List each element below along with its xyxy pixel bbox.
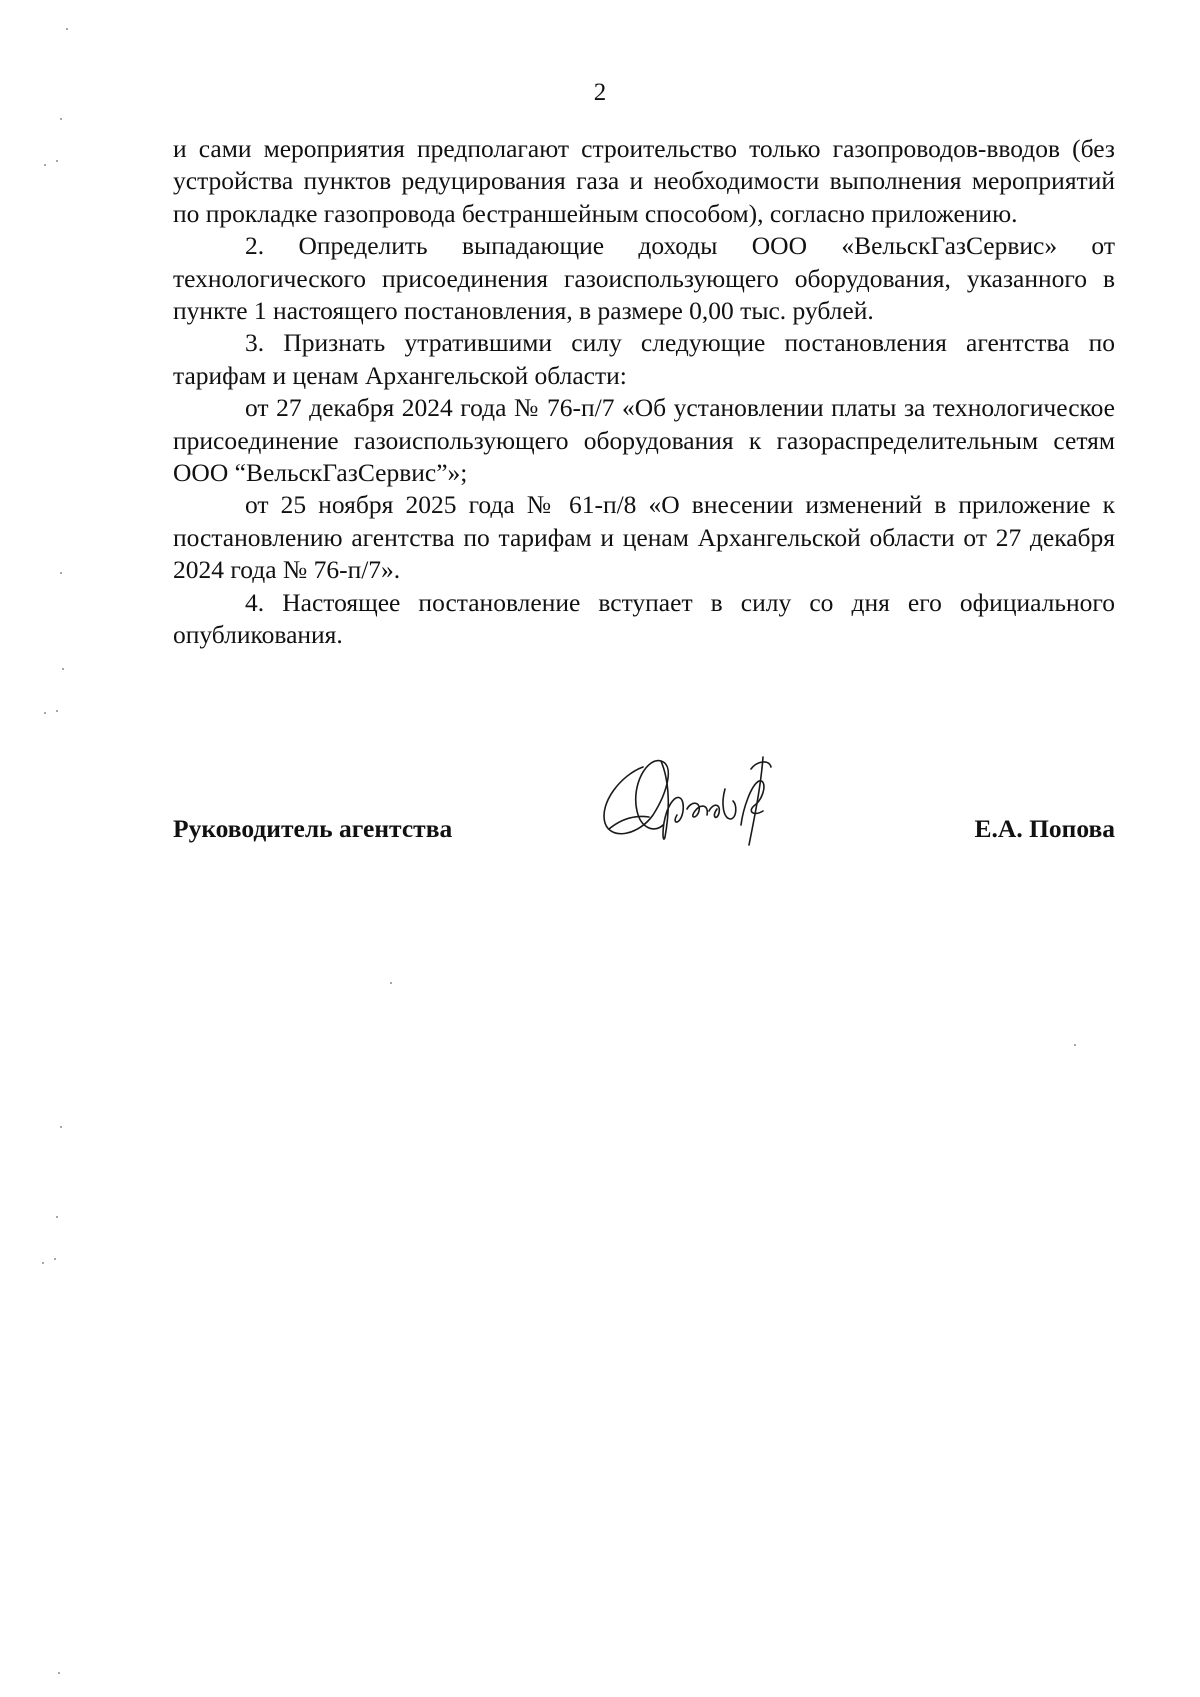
scan-speck bbox=[58, 1672, 60, 1674]
page-number: 2 bbox=[593, 79, 607, 106]
paragraph-item-3: 3. Признать утратившими силу следующие постановления агентства по тарифам и ценам Архангельской области: bbox=[173, 328, 1115, 390]
scan-speck bbox=[60, 572, 62, 574]
scan-speck bbox=[44, 712, 46, 714]
paragraph-item-4: 4. Настоящее постановление вступает в силу со дня его официального опубликования. bbox=[173, 587, 1115, 650]
document-body bbox=[173, 133, 1115, 652]
scan-speck bbox=[62, 668, 64, 670]
scan-speck bbox=[56, 710, 58, 712]
scan-speck bbox=[60, 1126, 62, 1128]
scan-speck bbox=[56, 1216, 58, 1218]
handwritten-signature bbox=[591, 745, 791, 855]
paragraph-repealed-act-2: от 25 ноября 2025 года № 61-п/8 «О внесении изменений в приложение к постановлению агентства по тарифам и ценам Архангельской области от 27 декабря 2024 года № 76-п/7». bbox=[173, 490, 1115, 585]
scan-speck bbox=[60, 118, 62, 120]
scan-speck bbox=[390, 982, 392, 984]
scan-speck bbox=[66, 28, 68, 30]
scan-speck bbox=[44, 164, 46, 166]
scan-speck bbox=[56, 160, 58, 162]
scan-speck bbox=[42, 1262, 44, 1264]
scan-speck bbox=[1074, 1044, 1076, 1046]
signatory-position: Руководитель агентства bbox=[173, 814, 453, 843]
paragraph-repealed-act-1: от 27 декабря 2024 года № 76-п/7 «Об установлении платы за технологическое присоединение газоиспользующего оборудования к газораспределительным сетям ООО “ВельскГазСервис”»; bbox=[173, 393, 1115, 488]
signatory-name: Е.А. Попова bbox=[974, 814, 1115, 843]
signature-block bbox=[173, 745, 1115, 855]
paragraph-continuation: и сами мероприятия предполагают строительство только газопроводов-вводов (без устройства пунктов редуцирования газа и необходимости выполнения мероприятий по прокладке газопровода бестраншейным способом), согласно приложению. bbox=[173, 134, 1115, 228]
paragraph-item-2: 2. Определить выпадающие доходы ООО «ВельскГазСервис» от технологического присоединения газоиспользующего оборудования, указанного в пункте 1 настоящего постановления, в размере 0,00 тыс. рублей. bbox=[173, 231, 1115, 326]
scan-speck bbox=[54, 1258, 56, 1260]
